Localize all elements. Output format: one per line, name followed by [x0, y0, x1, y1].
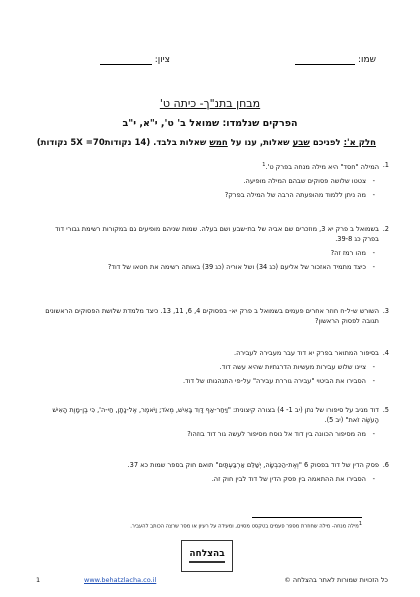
question-6: 6. פסק הדין של דוד בפסוק 6 "וְאֶת-הַכִּבְשָׂה, יְשַׁלֵּם אַרְבַּעְתָּיִם" תואם חוק בספר שמות כא 37. - הסבירו את ההתאמה בין פסק הדין של דוד לבין חוק זה.	[43, 460, 379, 484]
part-label: חלק א':	[343, 138, 376, 148]
bullet: - מה ניתן ללמוד מהופעתה הרבה של המילה בפרק?	[43, 190, 366, 200]
name-label: שמו:	[358, 55, 376, 65]
footnote: 1מילה מנחה- מילה שחוזרת מספר פעמים בטקסט מסוים, ומעידה על רעיון או מסר שרצה הכותב להעביר.	[130, 521, 362, 530]
bullet: - מה מסיפור הכוונה בין דוד אל נוסח מסיפור לעשה גור דוד בוזהו?	[43, 429, 366, 439]
name-blank[interactable]	[295, 64, 355, 65]
grade-blank[interactable]	[100, 64, 152, 65]
bullet: - ציינו שלוש עבירות מעשיות הדרגתיות שהיא עשה דוד.	[43, 362, 366, 372]
question-1: 1. המילה "חסד" היא מילה מנחה בפרק ט'.$^1$ - צטטו שלושה פסוקים שבהם המילה מופיעה. - מה ניתן ללמוד מהופעתה הרבה של המילה בפרק?	[43, 160, 379, 200]
bullet: - כיצד מתמיד האזכור של אליעם (כג 34) ושל אוריה (כג 39) באותה רשימה את חטאו של דוד?	[43, 262, 366, 272]
question-5: 5. דוד מגיב על סיפורו של נתן (יב 1- 4) בצורה קיצונית: "וַיִּחַר-אַף דָּוִד בָּאִישׁ, מְאֹד; וַיֹּאמֶר, אֶל-נָתָן, חַי-ה', כִּי בֶן-מָוֶת הָאִישׁ הָעֹשֶׂה זֹאת" (יב 5). - מה מסיפור הכוונה בין דוד אל נוסח מסיפור לעשה גור דוד בוזהו?	[43, 405, 379, 439]
site-link[interactable]: www.behatzlacha.co.il	[84, 576, 157, 584]
question-4: 4. בסיפור המתואר בפרק יא דוד עבר מעבירה לעבירה. - ציינו שלוש עבירות מעשיות הדרגתיות שהיא עשה דוד. - הסבירו את הביטוי "עבירה גוררת עבירה" על-פי התנהגותו של דוד.	[43, 348, 379, 386]
bullet: - צטטו שלושה פסוקים שבהם המילה מופיעה.	[43, 176, 366, 186]
name-field[interactable]	[295, 55, 376, 65]
question-3: 3. השורש ש-ל-ח חוזר אחרים פעמים בשמואל ב פרק יא- בפסוקים 4, 6, 11, 13. כיצד מלמדת שלושת הפסוקים הראשונים תגובה לפסוק הראשון?	[45, 307, 389, 325]
behatzlacha-logo: בהצלחה	[181, 540, 233, 572]
copyright: כל הזכויות שמורות לאתר בהצלחה ©	[284, 576, 388, 584]
bullet: - הסבירו את הביטוי "עבירה גוררת עבירה" על-פי התנהגותו של דוד.	[43, 376, 366, 386]
page-number: 1	[36, 576, 41, 584]
grade-field[interactable]	[100, 55, 170, 65]
footnote-divider	[252, 517, 362, 518]
question-2: 2. בשמואל ב פרק יא 3, מוזכרים שם אביה של בת-שבע ושם בעלה. שמות שניהם מופיעים גם במקורות רשימת גבורי דוד בפרק כג 39-8. - מהו רמז זה? - כיצד מתמיד האזכור של אליעם (כג 34) ושל אוריה (כג 39) באותה רשימה את חטאו של דוד?	[43, 224, 379, 272]
part-instructions: חלק א': לפניכם שבע שאלות, ענו על חמש שאלות בלבד. (14 נקודות5X =70 נקודות)	[36, 138, 376, 148]
bullet: - הסבירו את ההתאמה בין פסק הדין של דוד לבין חוק זה.	[43, 474, 366, 484]
footnote-ref: 1	[262, 162, 266, 168]
bullet: - מהו רמז זה?	[43, 248, 366, 258]
exam-title: מבחן בתנ"ך- כיתה ט'	[159, 97, 261, 110]
exam-subtitle: הפרקים שנלמדו: שמואל ב' ט', י"א, י"ב	[122, 118, 298, 129]
grade-label: ציון:	[154, 55, 170, 65]
